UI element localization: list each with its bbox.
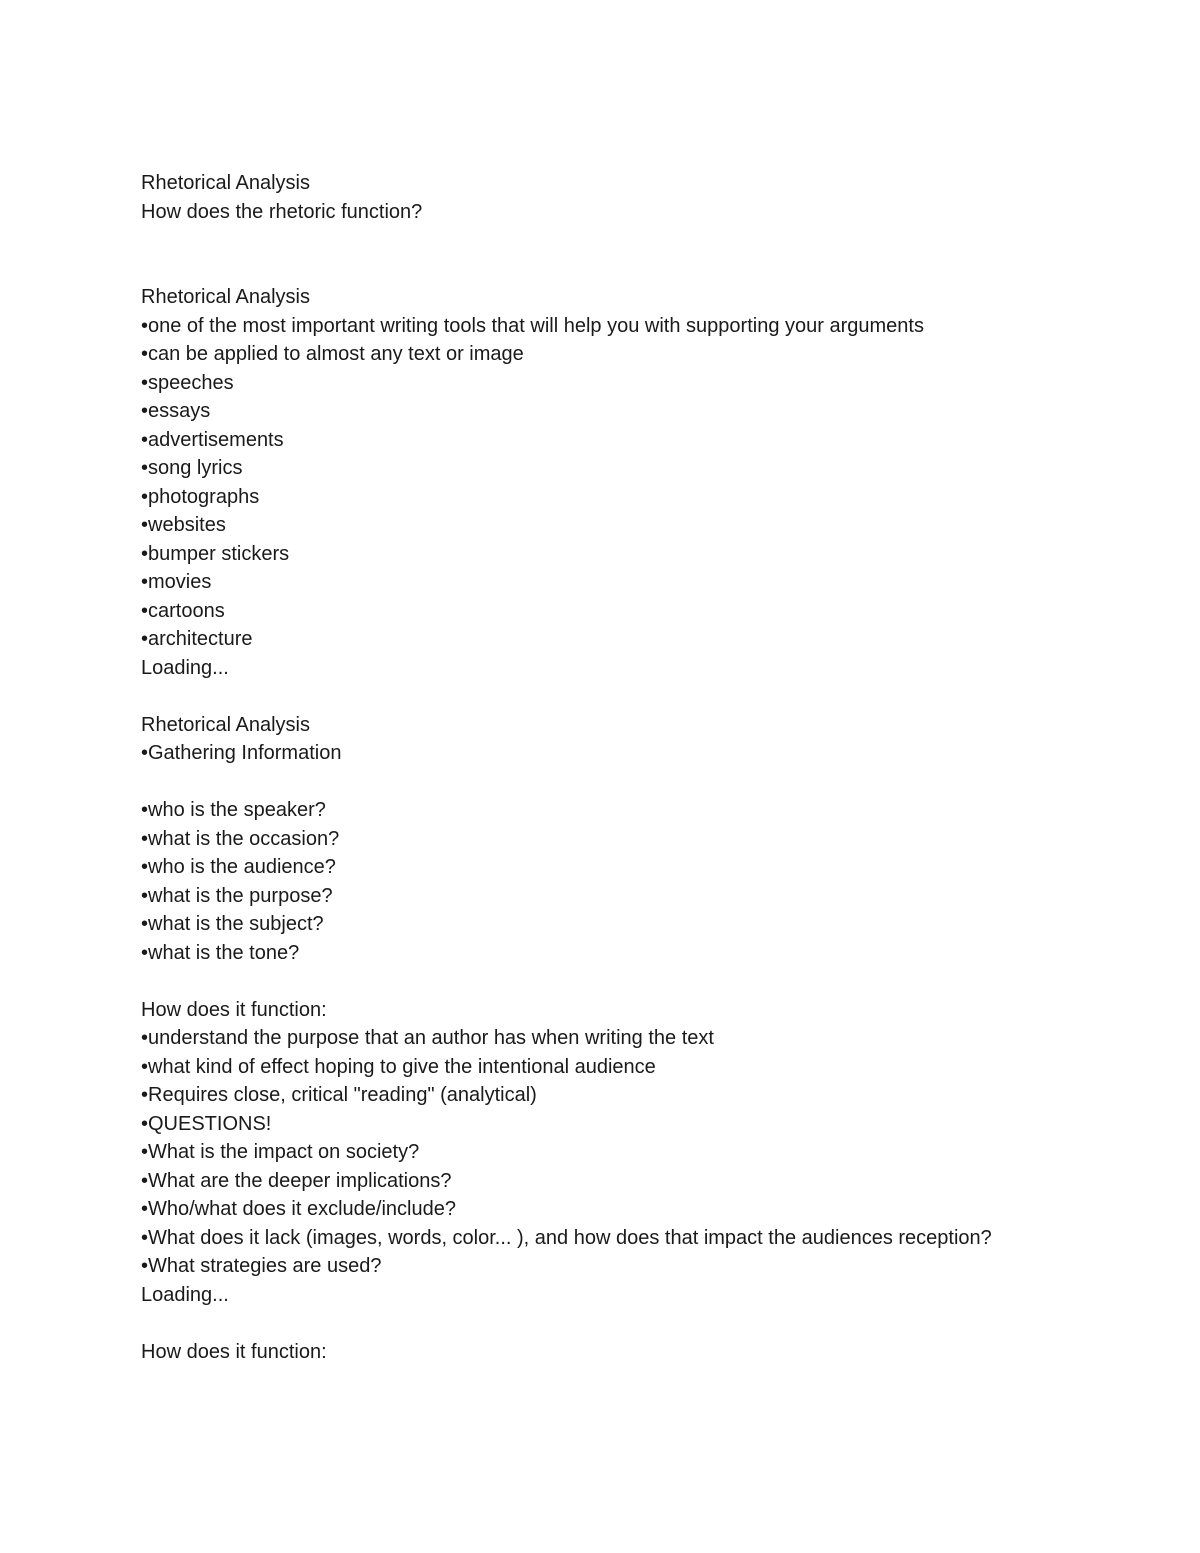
section-heading: Rhetorical Analysis [141, 286, 310, 308]
blank-line [141, 1309, 1141, 1338]
bullet-item: •song lyrics [141, 457, 243, 479]
bullet-item: •what kind of effect hoping to give the intentional audience [141, 1055, 656, 1078]
bullet-item: •understand the purpose that an author has when writing the text [141, 1027, 714, 1049]
bullet-item: •What is the impact on society? [141, 1141, 420, 1163]
bullet-item: •who is the audience? [141, 856, 336, 878]
bullet-item: •movies [141, 571, 212, 593]
bullet-item: •what is the purpose? [141, 884, 333, 907]
bullet-item: •photographs [141, 485, 260, 508]
bullet-item: •What are the deeper implications? [141, 1169, 452, 1192]
blank-line [141, 255, 1141, 284]
bullet-item: •essays [141, 400, 211, 422]
bullet-item: •Gathering Information [141, 742, 342, 764]
bullet-item: •what is the subject? [141, 913, 324, 935]
blank-line [141, 226, 1141, 255]
bullet-item: •Requires close, critical "reading" (analytical) [141, 1084, 537, 1106]
section-heading: Rhetorical Analysis [141, 172, 310, 194]
bullet-item: •speeches [141, 371, 234, 394]
bullet-item: •can be applied to almost any text or image [141, 343, 524, 365]
bullet-item: •Who/what does it exclude/include? [141, 1198, 456, 1220]
blank-line [141, 768, 1141, 797]
bullet-item: •what is the occasion? [141, 827, 340, 850]
bullet-item: •QUESTIONS! [141, 1112, 272, 1135]
section-heading: How does it function: [141, 998, 327, 1021]
bullet-item: •cartoons [141, 599, 225, 622]
bullet-item: •advertisements [141, 428, 284, 451]
bullet-item: •architecture [141, 628, 253, 650]
bullet-item: •who is the speaker? [141, 799, 326, 821]
loading-text: Loading... [141, 656, 229, 679]
bullet-item: •What does it lack (images, words, color... ), and how does that impact the audiences reception? [141, 1226, 992, 1249]
bullet-item: •websites [141, 514, 226, 536]
loading-text: Loading... [141, 1283, 229, 1306]
document-body [141, 169, 1141, 1366]
bullet-item: •bumper stickers [141, 542, 290, 565]
bullet-item: •what is the tone? [141, 941, 300, 964]
blank-line [141, 682, 1141, 711]
bullet-item: •What strategies are used? [141, 1255, 382, 1277]
blank-line [141, 967, 1141, 996]
section-heading: How does it function: [141, 1340, 327, 1363]
bullet-item: •one of the most important writing tools that will help you with supporting your arguments [141, 314, 924, 337]
text-line: How does the rhetoric function? [141, 200, 423, 223]
section-heading: Rhetorical Analysis [141, 713, 310, 736]
